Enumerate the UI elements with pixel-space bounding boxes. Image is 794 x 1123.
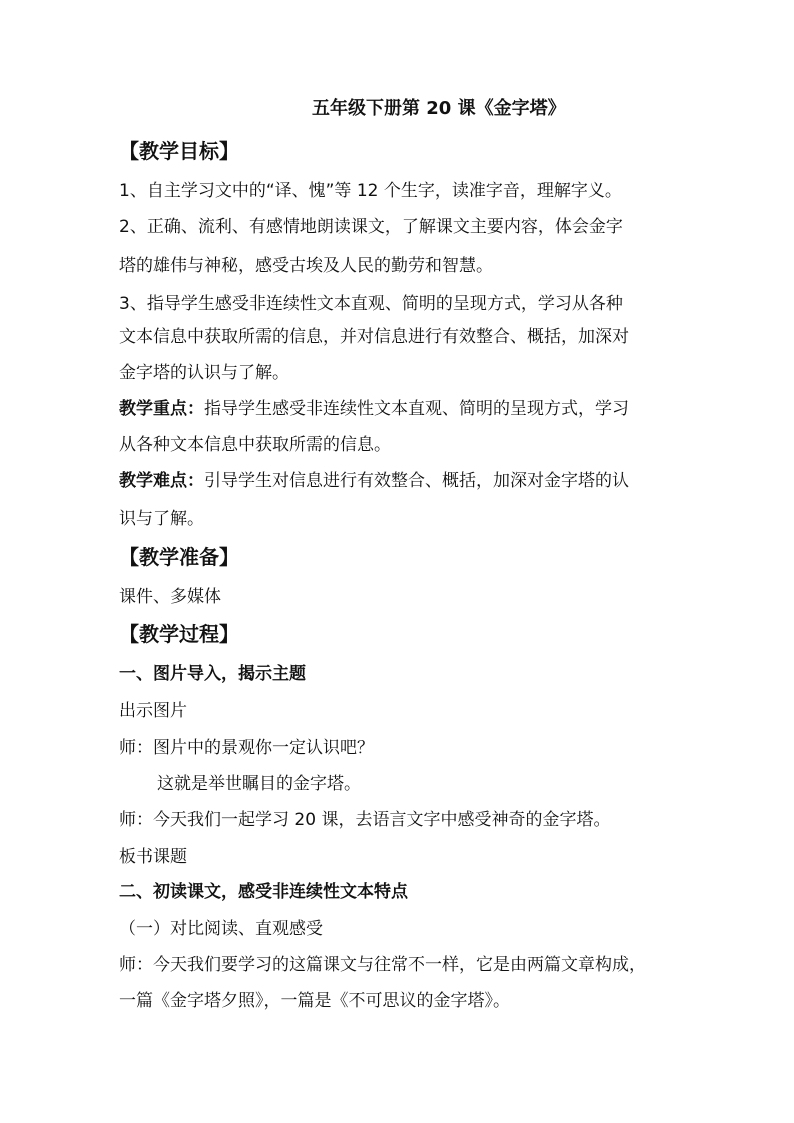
step-2-line-1: 师：今天我们要学习的这篇课文与往常不一样，它是由两篇文章构成， [119, 955, 646, 975]
goal-3-line-3: 金字塔的认识与了解。 [119, 363, 289, 383]
difficulty-line-1 [119, 470, 689, 492]
step-1-line-1: 出示图片 [119, 701, 187, 721]
step-1-title: 一、图片导入，揭示主题 [119, 664, 306, 684]
step-2-title: 二、初读课文，感受非连续性文本特点 [119, 882, 408, 902]
difficulty-label: 教学难点： [119, 471, 204, 491]
goal-2-line-2: 塔的雄伟与神秘，感受古埃及人民的勤劳和智慧。 [119, 256, 493, 276]
process-heading: 【教学过程】 [119, 622, 239, 646]
prep-heading: 【教学准备】 [119, 545, 239, 569]
step-2-line-2: 一篇《金字塔夕照》，一篇是《不可思议的金字塔》。 [119, 991, 510, 1011]
key-point-line-1 [119, 398, 689, 420]
step-1-line-5: 板书课题 [119, 847, 187, 867]
prep-text: 课件、多媒体 [119, 587, 221, 607]
goal-1: 1、自主学习文中的“译、愧”等 12 个生字，读准字音，理解字义。 [119, 181, 622, 201]
goal-3-line-2: 文本信息中获取所需的信息，并对信息进行有效整合、概括，加深对 [119, 327, 629, 347]
step-1-line-4: 师：今天我们一起学习 20 课，去语言文字中感受神奇的金字塔。 [119, 810, 611, 830]
step-2-subtitle: （一）对比阅读、直观感受 [119, 919, 323, 939]
step-1-line-2: 师：图片中的景观你一定认识吧？ [119, 738, 374, 758]
step-1-line-3: 这就是举世瞩目的金字塔。 [157, 774, 361, 794]
difficulty-line-2: 识与了解。 [119, 509, 204, 529]
difficulty-text: 引导学生对信息进行有效整合、概括，加深对金字塔的认 [204, 471, 629, 491]
page-title: 五年级下册第 20 课《金字塔》 [312, 98, 566, 119]
goals-heading: 【教学目标】 [119, 139, 239, 163]
goal-3-line-1: 3、指导学生感受非连续性文本直观、简明的呈现方式，学习从各种 [119, 294, 623, 314]
key-point-line-2: 从各种文本信息中获取所需的信息。 [119, 435, 391, 455]
key-point-text: 指导学生感受非连续性文本直观、简明的呈现方式，学习 [204, 399, 629, 419]
goal-2-line-1: 2、正确、流利、有感情地朗读课文，了解课文主要内容，体会金字 [119, 217, 623, 237]
key-point-label: 教学重点： [119, 399, 204, 419]
